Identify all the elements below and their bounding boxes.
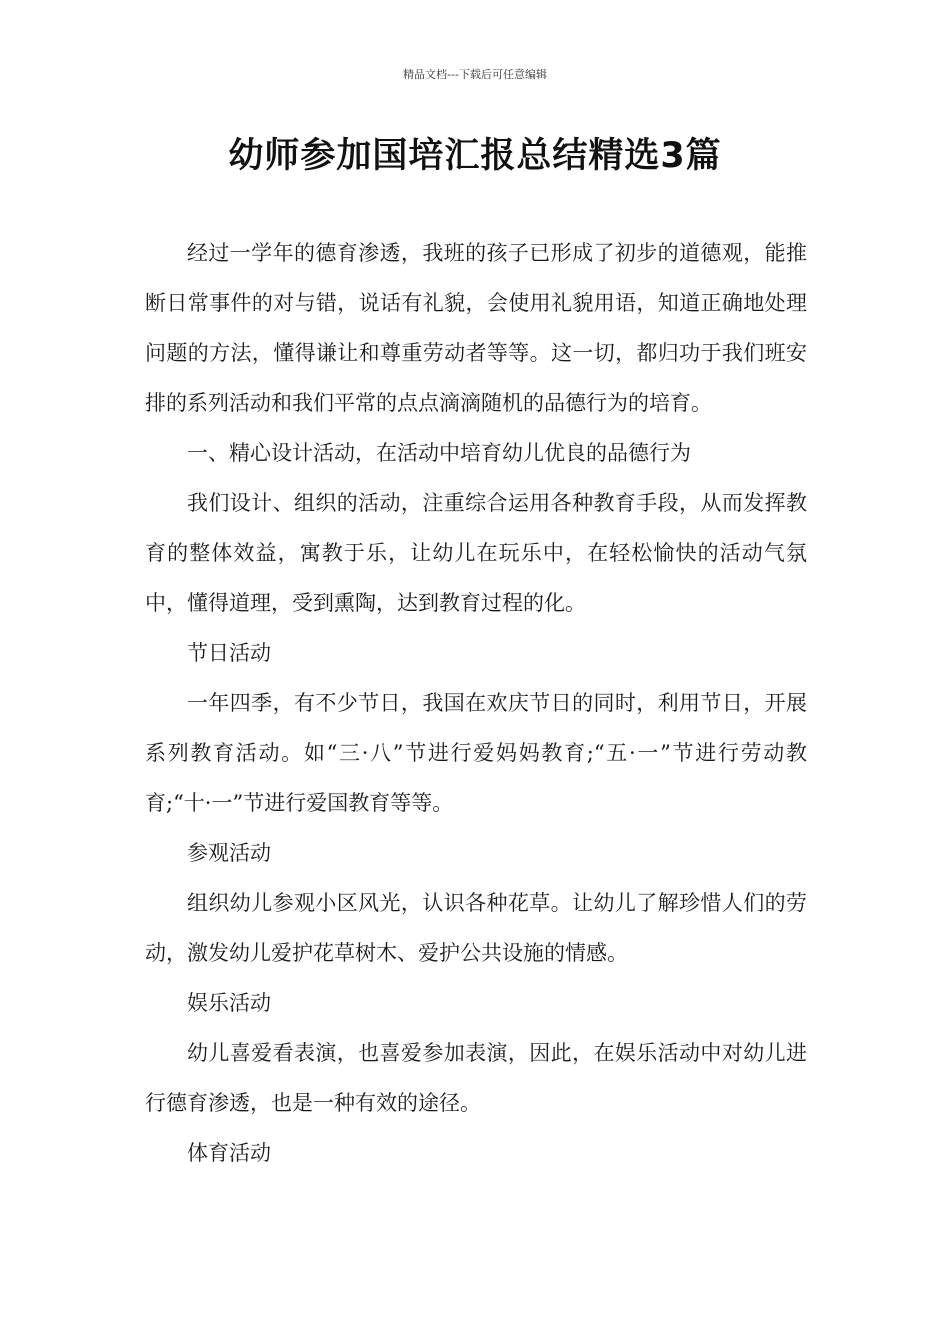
paragraph-design: 我们设计、组织的活动，注重综合运用各种教育手段，从而发挥教育的整体效益，寓教于乐，让幼儿在玩乐中，在轻松愉快的活动气氛中，懂得道理，受到熏陶，达到教育过程的化。 bbox=[145, 491, 807, 615]
page-header: 精品文档---下载后可任意编辑 bbox=[403, 68, 547, 81]
paragraph-festival: 一年四季，有不少节日，我国在欢庆节日的同时，利用节日，开展系列教育活动。如“三·八”节进行爱妈妈教育;“五·一”节进行劳动教育;“十·一”节进行爱国教育等等。 bbox=[145, 691, 807, 815]
paragraph-visit: 组织幼儿参观小区风光，认识各种花草。让幼儿了解珍惜人们的劳动，激发幼儿爱护花草树木、爱护公共设施的情感。 bbox=[145, 891, 807, 965]
paragraph-intro: 经过一学年的德育渗透，我班的孩子已形成了初步的道德观，能推断日常事件的对与错，说话有礼貌，会使用礼貌用语，知道正确地处理问题的方法，懂得谦让和尊重劳动者等等。这一切，都归功于我们班安排的系列活动和我们平常的点点滴滴随机的品德行为的培育。 bbox=[145, 241, 807, 415]
paragraph-entertainment: 幼儿喜爱看表演，也喜爱参加表演，因此，在娱乐活动中对幼儿进行德育渗透，也是一种有效的途径。 bbox=[145, 1041, 807, 1115]
document-title: 幼师参加国培汇报总结精选3篇 bbox=[228, 136, 722, 176]
document-body bbox=[145, 228, 807, 1178]
subheading-festival: 节日活动 bbox=[187, 641, 271, 665]
section-heading-1: 一、精心设计活动，在活动中培育幼儿优良的品德行为 bbox=[187, 441, 691, 465]
subheading-visit: 参观活动 bbox=[187, 841, 271, 865]
subheading-sports: 体育活动 bbox=[187, 1141, 271, 1165]
subheading-entertainment: 娱乐活动 bbox=[187, 991, 271, 1015]
